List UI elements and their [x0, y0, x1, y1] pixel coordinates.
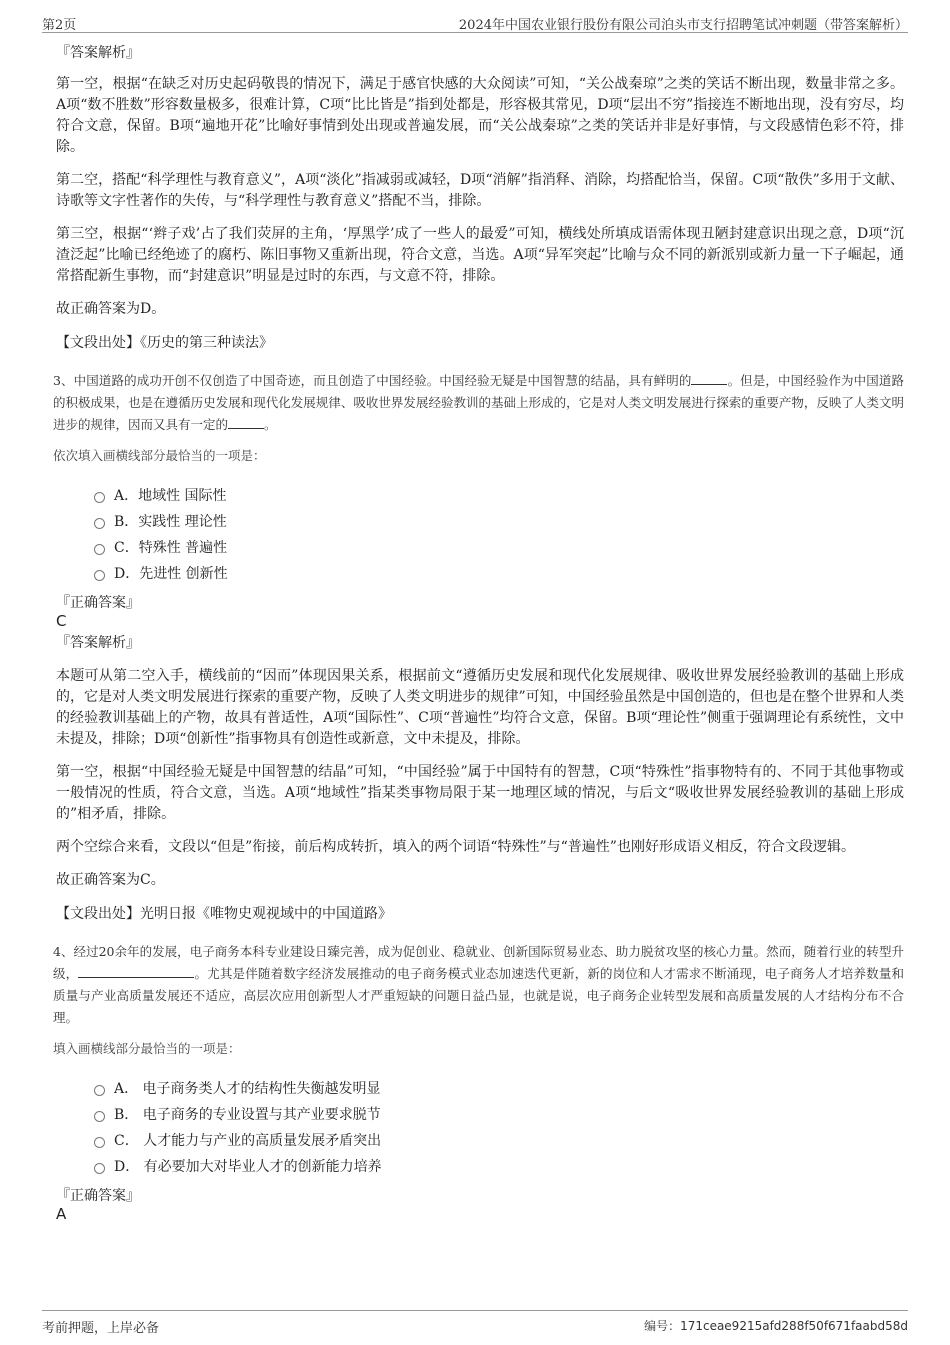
- q3-blank-2: [228, 414, 264, 429]
- q3-option-c-label: C．特殊性 普遍性: [114, 540, 228, 556]
- q3-correct-answer: C: [56, 612, 67, 630]
- q3-stem: [53, 370, 904, 436]
- q3-stem-part-2: 。但是，中国经验作为中国道路的积极成果，也是在遵循历史发展和现代化发展规律、吸收世界发展经验教训的基础上形成的，它是对人类文明发展进行探索的重要产物，反映了人类文明进步的规律，因而又具有一定的: [53, 373, 904, 432]
- q3-source: 【文段出处】光明日报《唯物史观视域中的中国道路》: [56, 906, 392, 922]
- q4-stem: [53, 941, 904, 1029]
- q4-correct-answer: A: [56, 1205, 67, 1223]
- q2-analysis-para-3: 第三空，根据“‘辫子戏’占了我们荧屏的主角，‘厚黑学’成了一些人的最爱”可知，横线处所填成语需体现丑陋封建意识出现之意，D项“沉渣泛起”比喻已经绝迹了的腐朽、陈旧事物又重新出现，符合文意，当选。A项“异军突起”比喻与众不同的新派别或新力量一下子崛起，通常搭配新生事物，而“封建意识”明显是过时的东西，与文意不符，排除。: [56, 226, 904, 284]
- q3-stem-part-1: 3、中国道路的成功开创不仅创造了中国奇迹，而且创造了中国经验。中国经验无疑是中国智慧的结晶，具有鲜明的: [53, 373, 692, 388]
- q3-option-b[interactable]: [94, 508, 904, 534]
- q4-option-c-label: C． 人才能力与产业的高质量发展矛盾突出: [114, 1133, 382, 1149]
- q4-option-b[interactable]: [94, 1101, 904, 1127]
- q4-option-c[interactable]: [94, 1127, 904, 1153]
- q3-analysis-para-2: 第一空，根据“中国经验无疑是中国智慧的结晶”可知，“中国经验”属于中国特有的智慧，C项“特殊性”指事物特有的、不同于其他事物或一般情况的性质，符合文意，当选。A项“地域性”指某类事物局限于某一地理区域的情况，与后文“吸收世界发展经验教训的基础上形成的”相矛盾，排除。: [56, 764, 904, 822]
- radio-icon[interactable]: [94, 518, 105, 529]
- q4-option-d[interactable]: [94, 1153, 904, 1179]
- main-content: [53, 40, 904, 1225]
- q4-blank: [78, 963, 194, 978]
- radio-icon[interactable]: [94, 1163, 105, 1174]
- radio-icon[interactable]: [94, 1111, 105, 1122]
- document-code: 编号：171ceae9215afd288f50f671faabd58d: [644, 1319, 908, 1333]
- footer-slogan: 考前押题，上岸必备: [42, 1321, 160, 1336]
- radio-icon[interactable]: [94, 1137, 105, 1148]
- q3-answer-conclusion: 故正确答案为C。: [56, 872, 165, 888]
- q4-stem-part-2: 。尤其是伴随着数字经济发展推动的电子商务模式业态加速迭代更新，新的岗位和人才需求不断涌现，电子商务人才培养数量和质量与产业高质量发展还不适应，高层次应用创新型人才严重短缺的问题日益凸显，也就是说，电子商务企业转型发展和高质量发展的人才结构分布不合理。: [53, 966, 904, 1025]
- q2-analysis-para-2: 第二空，搭配“科学理性与教育意义”，A项“淡化”指减弱或减轻，D项“消解”指消释、消除，均搭配恰当，保留。C项“散佚”多用于文献、诗歌等文字性著作的失传，与“科学理性与教育意义”搭配不当，排除。: [56, 172, 904, 209]
- q4-option-a-label: A． 电子商务类人才的结构性失衡越发明显: [114, 1081, 381, 1097]
- q3-analysis-label: 『答案解析』: [56, 635, 140, 651]
- q2-analysis-para-1: 第一空，根据“在缺乏对历史起码敬畏的情况下，满足于感官快感的大众阅读”可知，“关公战秦琼”之类的笑话不断出现，数量非常之多。A项“数不胜数”形容数量极多，很难计算，C项“比比皆是”指到处都是，形容极其常见，D项“层出不穷”指接连不断地出现，没有穷尽，均符合文意，保留。B项“遍地开花”比喻好事情到处出现或普遍发展，而“关公战秦琼”之类的笑话并非是好事情，与文段感情色彩不符，排除。: [56, 76, 904, 155]
- radio-icon[interactable]: [94, 1085, 105, 1096]
- q4-stem-part-1: 4、经过20余年的发展，电子商务本科专业建设日臻完善，成为促创业、稳就业、创新国际贸易业态、助力脱贫攻坚的核心力量。然而，随着行业的转型升级，: [53, 944, 904, 981]
- q2-answer-conclusion: 故正确答案为D。: [56, 301, 166, 317]
- q3-option-a-label: A．地域性 国际性: [114, 488, 227, 504]
- q3-option-d-label: D．先进性 创新性: [114, 566, 228, 582]
- page-header: [42, 10, 908, 33]
- q3-prompt: 依次填入画横线部分最恰当的一项是：: [53, 448, 266, 463]
- q4-prompt: 填入画横线部分最恰当的一项是：: [53, 1041, 241, 1056]
- q4-correct-label: 『正确答案』: [56, 1188, 140, 1204]
- q2-analysis-label: 『答案解析』: [56, 45, 140, 61]
- q3-blank-1: [691, 370, 727, 385]
- document-title: 2024年中国农业银行股份有限公司泊头市支行招聘笔试冲刺题（带答案解析）: [458, 18, 908, 33]
- q3-stem-part-3: 。: [264, 417, 277, 432]
- q3-analysis-para-3: 两个空综合来看，文段以“但是”衔接，前后构成转折，填入的两个词语“特殊性”与“普遍性”也刚好形成语义相反，符合文段逻辑。: [56, 839, 855, 855]
- q3-options: [94, 482, 904, 586]
- q3-option-a[interactable]: [94, 482, 904, 508]
- q4-option-d-label: D． 有必要加大对毕业人才的创新能力培养: [114, 1159, 382, 1175]
- radio-icon[interactable]: [94, 492, 105, 503]
- q4-option-b-label: B． 电子商务的专业设置与其产业要求脱节: [114, 1107, 381, 1123]
- page-number: 第2页: [42, 18, 77, 33]
- q4-option-a[interactable]: [94, 1075, 904, 1101]
- q3-option-b-label: B．实践性 理论性: [114, 514, 227, 530]
- page-footer: [42, 1310, 908, 1339]
- q2-source: 【文段出处】《历史的第三种读法》: [56, 335, 273, 351]
- q3-correct-label: 『正确答案』: [56, 595, 140, 611]
- q4-options: [94, 1075, 904, 1179]
- q3-option-c[interactable]: [94, 534, 904, 560]
- radio-icon[interactable]: [94, 570, 105, 581]
- q3-option-d[interactable]: [94, 560, 904, 586]
- radio-icon[interactable]: [94, 544, 105, 555]
- q3-analysis-para-1: 本题可从第二空入手，横线前的“因而”体现因果关系，根据前文“遵循历史发展和现代化发展规律、吸收世界发展经验教训的基础上形成的，它是对人类文明发展进行探索的重要产物，反映了人类文明进步的规律”可知，中国经验虽然是中国创造的，但也是在整个世界和人类的经验教训基础上的产物，故具有普适性，A项“国际性”、C项“普遍性”均符合文意，保留。B项“理论性”侧重于强调理论有系统性，文中未提及，排除；D项“创新性”指事物具有创造性或新意，文中未提及，排除。: [56, 668, 904, 747]
